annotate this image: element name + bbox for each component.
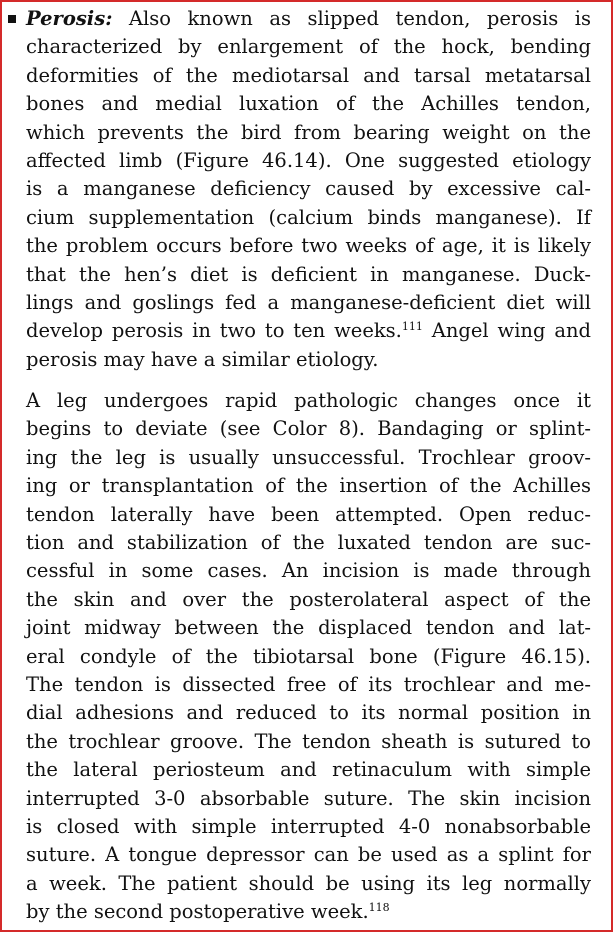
paragraph2-line-15: interrupted 3-0 absorbable suture. The skin incision xyxy=(26,786,591,810)
paragraph2-line-19: by the second postoperative week.$^{118}$ xyxy=(26,900,390,924)
paragraph1-line-5: which prevents the bird from bearing weight on the xyxy=(26,120,591,144)
square-bullet-icon xyxy=(8,15,16,23)
paragraph2-line-4: ing or transplantation of the insertion of the Achilles xyxy=(26,474,591,498)
document-text xyxy=(26,5,591,927)
paragraph2-line-2: begins to deviate (see Color 8). Bandaging or splint- xyxy=(26,417,591,441)
paragraph2-line-6: tion and stabilization of the luxated tendon are suc- xyxy=(26,531,591,555)
paragraph-gap xyxy=(26,374,591,387)
paragraph2-line-14: the lateral periosteum and retinaculum with simple xyxy=(26,758,591,782)
paragraph1-line-1: Perosis: Also known as slipped tendon, perosis is xyxy=(26,5,591,33)
paragraph2-line-1: A leg undergoes rapid pathologic changes once it xyxy=(26,389,591,413)
paragraph2-line-8: the skin and over the posterolateral aspect of the xyxy=(26,587,591,611)
citation-ref-118: 118 xyxy=(368,901,390,915)
paragraph2-line-5: tendon laterally have been attempted. Open reduc- xyxy=(26,502,591,526)
paragraph1-line-9: the problem occurs before two weeks of age, it is likely xyxy=(26,234,591,258)
paragraph1-line-12: develop perosis in two to ten weeks.$^{111}$ Angel wing and xyxy=(26,319,591,343)
paragraph2-line-12: dial adhesions and reduced to its normal position in xyxy=(26,701,591,725)
paragraph1-line-2: characterized by enlargement of the hock, bending xyxy=(26,35,591,59)
paragraph1-line-10: that the hen’s diet is deficient in manganese. Duck- xyxy=(26,262,591,286)
paragraph1-line-6: affected limb (Figure 46.14). One suggested etiology xyxy=(26,148,591,172)
paragraph2-line-9: joint midway between the displaced tendon and lat- xyxy=(26,616,591,640)
paragraph2-line-17: suture. A tongue depressor can be used as a splint for xyxy=(26,843,591,867)
paragraph2-line-10: eral condyle of the tibiotarsal bone (Figure 46.15). xyxy=(26,644,591,668)
citation-ref-111: 111 xyxy=(401,320,423,334)
paragraph2-line-3: ing the leg is usually unsuccessful. Trochlear groov- xyxy=(26,445,591,469)
paragraph1-line-4: bones and medial luxation of the Achilles tendon, xyxy=(26,92,591,116)
paragraph2-line-7: cessful in some cases. An incision is made through xyxy=(26,559,591,583)
paragraph2-line-11: The tendon is dissected free of its trochlear and me- xyxy=(26,672,591,696)
paragraph1-line-3: deformities of the mediotarsal and tarsal metatarsal xyxy=(26,63,591,87)
paragraph1-line-7: is a manganese deficiency caused by excessive cal- xyxy=(26,177,591,201)
paragraph2-line-16: is closed with simple interrupted 4-0 nonabsorbable xyxy=(26,814,591,838)
paragraph2-line-13: the trochlear groove. The tendon sheath is sutured to xyxy=(26,729,591,753)
paragraph1-line-8: cium supplementation (calcium binds manganese). If xyxy=(26,205,591,229)
paragraph1-line-13: perosis may have a similar etiology. xyxy=(26,347,379,371)
paragraph2-line-18: a week. The patient should be using its leg normally xyxy=(26,871,591,895)
paragraph1-line-11: lings and goslings fed a manganese-deficient diet will xyxy=(26,290,591,314)
term-perosis: Perosis: xyxy=(26,7,113,30)
